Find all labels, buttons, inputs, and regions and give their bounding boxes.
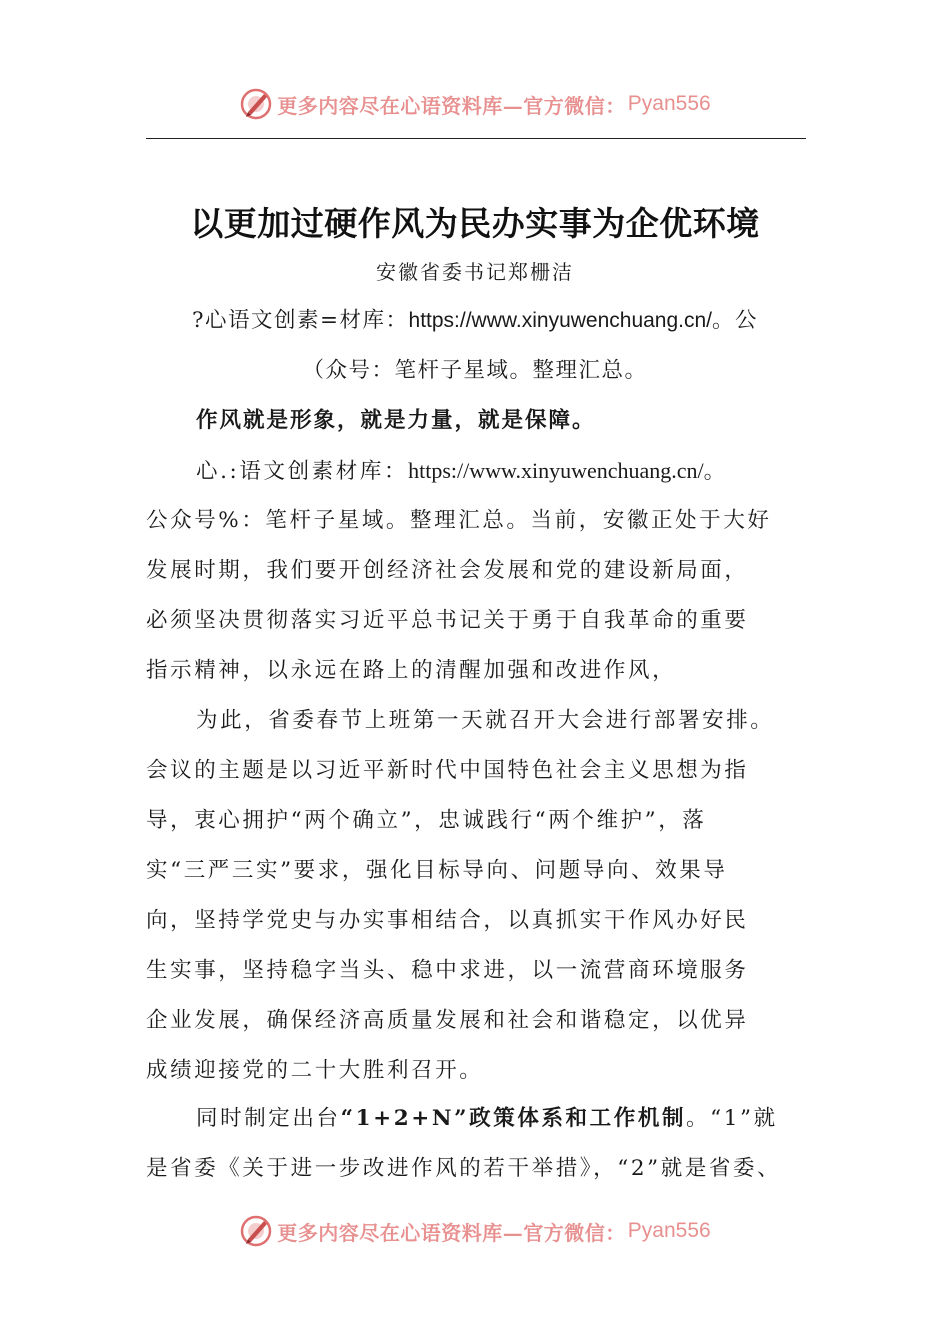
footer-watermark-text: 更多内容尽在心语资料库—官方微信：: [277, 1220, 626, 1245]
p1-line-2: 公众号%：笔杆子星域。整理汇总。当前，安徽正处于大好: [146, 508, 772, 533]
source-suffix: 。公: [712, 308, 759, 333]
header-watermark-text: 更多内容尽在心语资料库—官方微信：: [277, 93, 626, 118]
source-url: https://www.xinyuwenchuang.cn/: [408, 309, 713, 332]
p2-line-4: 实“三严三实”要求，强化目标导向、问题导向、效果导: [146, 858, 728, 883]
source-line-2: （众号：笔杆子星域。整理汇总。: [302, 358, 648, 383]
p1-line-1: [196, 454, 876, 488]
p2-line-2: 会议的主题是以习近平新时代中国特色社会主义思想为指: [146, 758, 749, 783]
p2-line-7: 企业发展，确保经济高质量发展和社会和谐稳定，以优异: [146, 1008, 749, 1033]
source-line-1: [0, 304, 950, 338]
p1-source-url: https://www.xinyuwenchuang.cn/: [408, 458, 704, 483]
p2-line-3: 导，衷心拥护“两个确立”，忠诚践行“两个维护”，落: [146, 808, 707, 833]
lead-sentence: 作风就是形象，就是力量，就是保障。: [196, 408, 596, 433]
p2-line-5: 向，坚持学党史与办实事相结合，以真抓实干作风办好民: [146, 908, 749, 933]
p2-line-1: 为此，省委春节上班第一天就召开大会进行部署安排。: [196, 708, 775, 733]
pen-seal-icon: [239, 87, 273, 121]
source-label: ?心语文创素=材库：: [191, 308, 409, 333]
pen-seal-icon: [239, 1214, 273, 1248]
p1-line-4: 必须坚决贯彻落实习近平总书记关于勇于自我革命的重要: [146, 608, 749, 633]
p1-source-label: 心.:语文创素材库：: [196, 459, 409, 484]
p2-line-6: 生实事，坚持稳字当头、稳中求进，以一流营商环境服务: [146, 958, 749, 983]
p1-line-5: 指示精神，以永远在路上的清醒加强和改进作风，: [146, 658, 677, 683]
header-watermark: [0, 84, 950, 124]
document-title: 以更加过硬作风为民办实事为企优环境: [190, 204, 760, 243]
p3-continuation: 。“1”就: [686, 1106, 778, 1131]
footer-watermark-id: Pyan556: [627, 1219, 711, 1242]
header-divider: [146, 138, 806, 139]
p3-line-2: 是省委《关于进一步改进作风的若干举措》，“2”就是省委、: [146, 1156, 782, 1181]
p3-policy-name: “1+2+N”政策体系和工作机制: [340, 1106, 687, 1131]
p2-line-8: 成绩迎接党的二十大胜利召开。: [146, 1058, 484, 1083]
footer-watermark: [0, 1211, 950, 1251]
p1-line-3: 发展时期，我们要开创经济社会发展和党的建设新局面，: [146, 558, 749, 583]
p3-intro: 同时制定出台: [196, 1106, 341, 1131]
header-watermark-id: Pyan556: [627, 92, 711, 115]
document-author: 安徽省委书记郑栅洁: [376, 260, 574, 284]
p1-source-suffix: 。: [703, 459, 728, 484]
p3-line-1: [196, 1102, 876, 1136]
